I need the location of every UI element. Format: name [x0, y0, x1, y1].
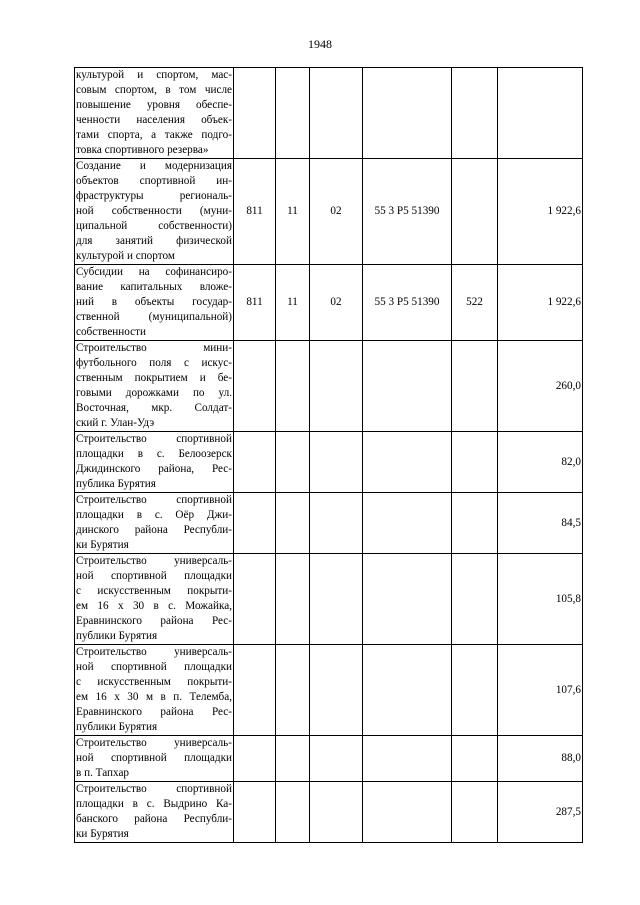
page-number: 1948 — [308, 37, 332, 51]
section-cell — [276, 782, 310, 843]
code-cell — [234, 341, 276, 432]
row-name-cell — [75, 736, 234, 782]
type-cell — [452, 736, 498, 782]
type-cell — [452, 645, 498, 736]
row-name-line: ной спортивной площадки — [76, 570, 232, 582]
subsection-cell — [310, 554, 363, 645]
row-name-cell — [75, 493, 234, 554]
row-name-line: Строительство спортивной — [76, 783, 232, 795]
target-cell — [363, 432, 452, 493]
amount-cell: 260,0 — [498, 341, 583, 432]
row-name-line: публики Бурятия — [76, 721, 158, 733]
row-name-line: с искусственным покрыти- — [76, 585, 232, 597]
row-name-cell — [75, 68, 234, 159]
amount-cell: 88,0 — [498, 736, 583, 782]
amount-cell: 82,0 — [498, 432, 583, 493]
row-name-line: ственной (муниципальной) — [76, 311, 232, 323]
row-name-line: ственным покрытием и бе- — [76, 372, 232, 384]
row-name-line: фраструктуры региональ- — [76, 190, 232, 202]
row-name-line: Создание и модернизация — [76, 160, 232, 172]
row-name-line: ной спортивной площадки — [76, 752, 232, 764]
row-name-line: для занятий физической — [76, 235, 232, 247]
row-name-line: Строительство спортивной — [76, 494, 232, 506]
target-cell — [363, 341, 452, 432]
row-name-line: в п. Тапхар — [76, 767, 130, 779]
target-cell — [363, 782, 452, 843]
row-name-line: Строительство универсаль- — [76, 555, 232, 567]
amount-cell: 105,8 — [498, 554, 583, 645]
table-row — [75, 493, 583, 554]
row-name-line: объектов спортивной ин- — [76, 175, 232, 187]
row-name-line: ципальной собственности) — [76, 220, 232, 232]
code-cell — [234, 554, 276, 645]
table-row — [75, 554, 583, 645]
code-cell: 811 — [234, 159, 276, 265]
subsection-cell — [310, 341, 363, 432]
type-cell: 522 — [452, 265, 498, 341]
row-name-cell — [75, 159, 234, 265]
subsection-cell — [310, 68, 363, 159]
code-cell — [234, 493, 276, 554]
code-cell — [234, 782, 276, 843]
row-name-line: футбольного поля с искус- — [76, 357, 232, 369]
type-cell — [452, 68, 498, 159]
row-name-line: динского района Республи- — [76, 524, 232, 536]
row-name-line: ем 16 х 30 м в п. Телемба, — [76, 691, 232, 703]
subsection-cell: 02 — [310, 265, 363, 341]
table-row — [75, 782, 583, 843]
row-name-line: Строительство универсаль- — [76, 737, 232, 749]
section-cell — [276, 68, 310, 159]
amount-cell: 107,6 — [498, 645, 583, 736]
row-name-line: ной спортивной площадки — [76, 661, 232, 673]
row-name-line: публики Бурятия — [76, 630, 158, 642]
type-cell — [452, 341, 498, 432]
table-row — [75, 265, 583, 341]
budget-table — [74, 67, 583, 843]
section-cell — [276, 554, 310, 645]
row-name-line: ний в объекты государ- — [76, 296, 232, 308]
row-name-line: Еравнинского района Рес- — [76, 615, 232, 627]
row-name-line: тами спорта, а также подго- — [76, 129, 232, 141]
table-row — [75, 736, 583, 782]
type-cell — [452, 554, 498, 645]
row-name-line: Субсидии на софинансиро- — [76, 266, 232, 278]
section-cell — [276, 432, 310, 493]
type-cell — [452, 782, 498, 843]
row-name-line: ки Бурятия — [76, 539, 129, 551]
row-name-line: вание капитальных вложе- — [76, 281, 232, 293]
subsection-cell — [310, 782, 363, 843]
row-name-line: культурой и спортом — [76, 250, 175, 262]
row-name-line: Еравнинского района Рес- — [76, 706, 232, 718]
table-body — [75, 68, 583, 843]
row-name-cell — [75, 432, 234, 493]
row-name-line: Строительство мини- — [76, 342, 232, 354]
row-name-line: площадки в с. Белоозерск — [76, 448, 232, 460]
target-cell — [363, 554, 452, 645]
row-name-cell — [75, 645, 234, 736]
target-cell: 55 3 P5 51390 — [363, 159, 452, 265]
section-cell — [276, 341, 310, 432]
subsection-cell: 02 — [310, 159, 363, 265]
amount-cell — [498, 68, 583, 159]
subsection-cell — [310, 493, 363, 554]
subsection-cell — [310, 645, 363, 736]
row-name-line: ченности населения объек- — [76, 114, 232, 126]
amount-cell: 84,5 — [498, 493, 583, 554]
row-name-cell — [75, 554, 234, 645]
row-name-line: Строительство универсаль- — [76, 646, 232, 658]
target-cell — [363, 493, 452, 554]
section-cell — [276, 736, 310, 782]
row-name-cell — [75, 265, 234, 341]
row-name-line: Джидинского района, Рес- — [76, 463, 232, 475]
row-name-line: совым спортом, в том числе — [76, 84, 232, 96]
row-name-line: Восточная, мкр. Солдат- — [76, 402, 232, 414]
section-cell — [276, 493, 310, 554]
row-name-line: площадки в с. Оёр Джи- — [76, 509, 232, 521]
row-name-line: публика Бурятия — [76, 478, 156, 490]
row-name-cell — [75, 782, 234, 843]
code-cell — [234, 645, 276, 736]
target-cell — [363, 645, 452, 736]
row-name-line: с искусственным покрыти- — [76, 676, 232, 688]
target-cell — [363, 736, 452, 782]
type-cell — [452, 493, 498, 554]
section-cell: 11 — [276, 265, 310, 341]
row-name-line: повышение уровня обеспе- — [76, 99, 232, 111]
table-row — [75, 68, 583, 159]
subsection-cell — [310, 736, 363, 782]
code-cell — [234, 68, 276, 159]
target-cell: 55 3 P5 51390 — [363, 265, 452, 341]
target-cell — [363, 68, 452, 159]
row-name-cell — [75, 341, 234, 432]
section-cell: 11 — [276, 159, 310, 265]
row-name-line: банского района Республи- — [76, 813, 232, 825]
section-cell — [276, 645, 310, 736]
row-name-line: говыми дорожками по ул. — [76, 387, 232, 399]
row-name-line: ной собственности (муни- — [76, 205, 232, 217]
table-row — [75, 432, 583, 493]
code-cell: 811 — [234, 265, 276, 341]
row-name-line: ский г. Улан-Удэ — [76, 417, 155, 429]
table-row — [75, 159, 583, 265]
table-row — [75, 341, 583, 432]
amount-cell: 1 922,6 — [498, 265, 583, 341]
row-name-line: ем 16 х 30 в с. Можайка, — [76, 600, 232, 612]
code-cell — [234, 432, 276, 493]
code-cell — [234, 736, 276, 782]
row-name-line: собственности — [76, 326, 146, 338]
row-name-line: товка спортивного резерва» — [76, 144, 209, 156]
amount-cell: 287,5 — [498, 782, 583, 843]
subsection-cell — [310, 432, 363, 493]
amount-cell: 1 922,6 — [498, 159, 583, 265]
row-name-line: Строительство спортивной — [76, 433, 232, 445]
row-name-line: площадки в с. Выдрино Ка- — [76, 798, 232, 810]
type-cell — [452, 432, 498, 493]
row-name-line: ки Бурятия — [76, 828, 129, 840]
row-name-line: культурой и спортом, мас- — [76, 69, 232, 81]
table-row — [75, 645, 583, 736]
type-cell — [452, 159, 498, 265]
